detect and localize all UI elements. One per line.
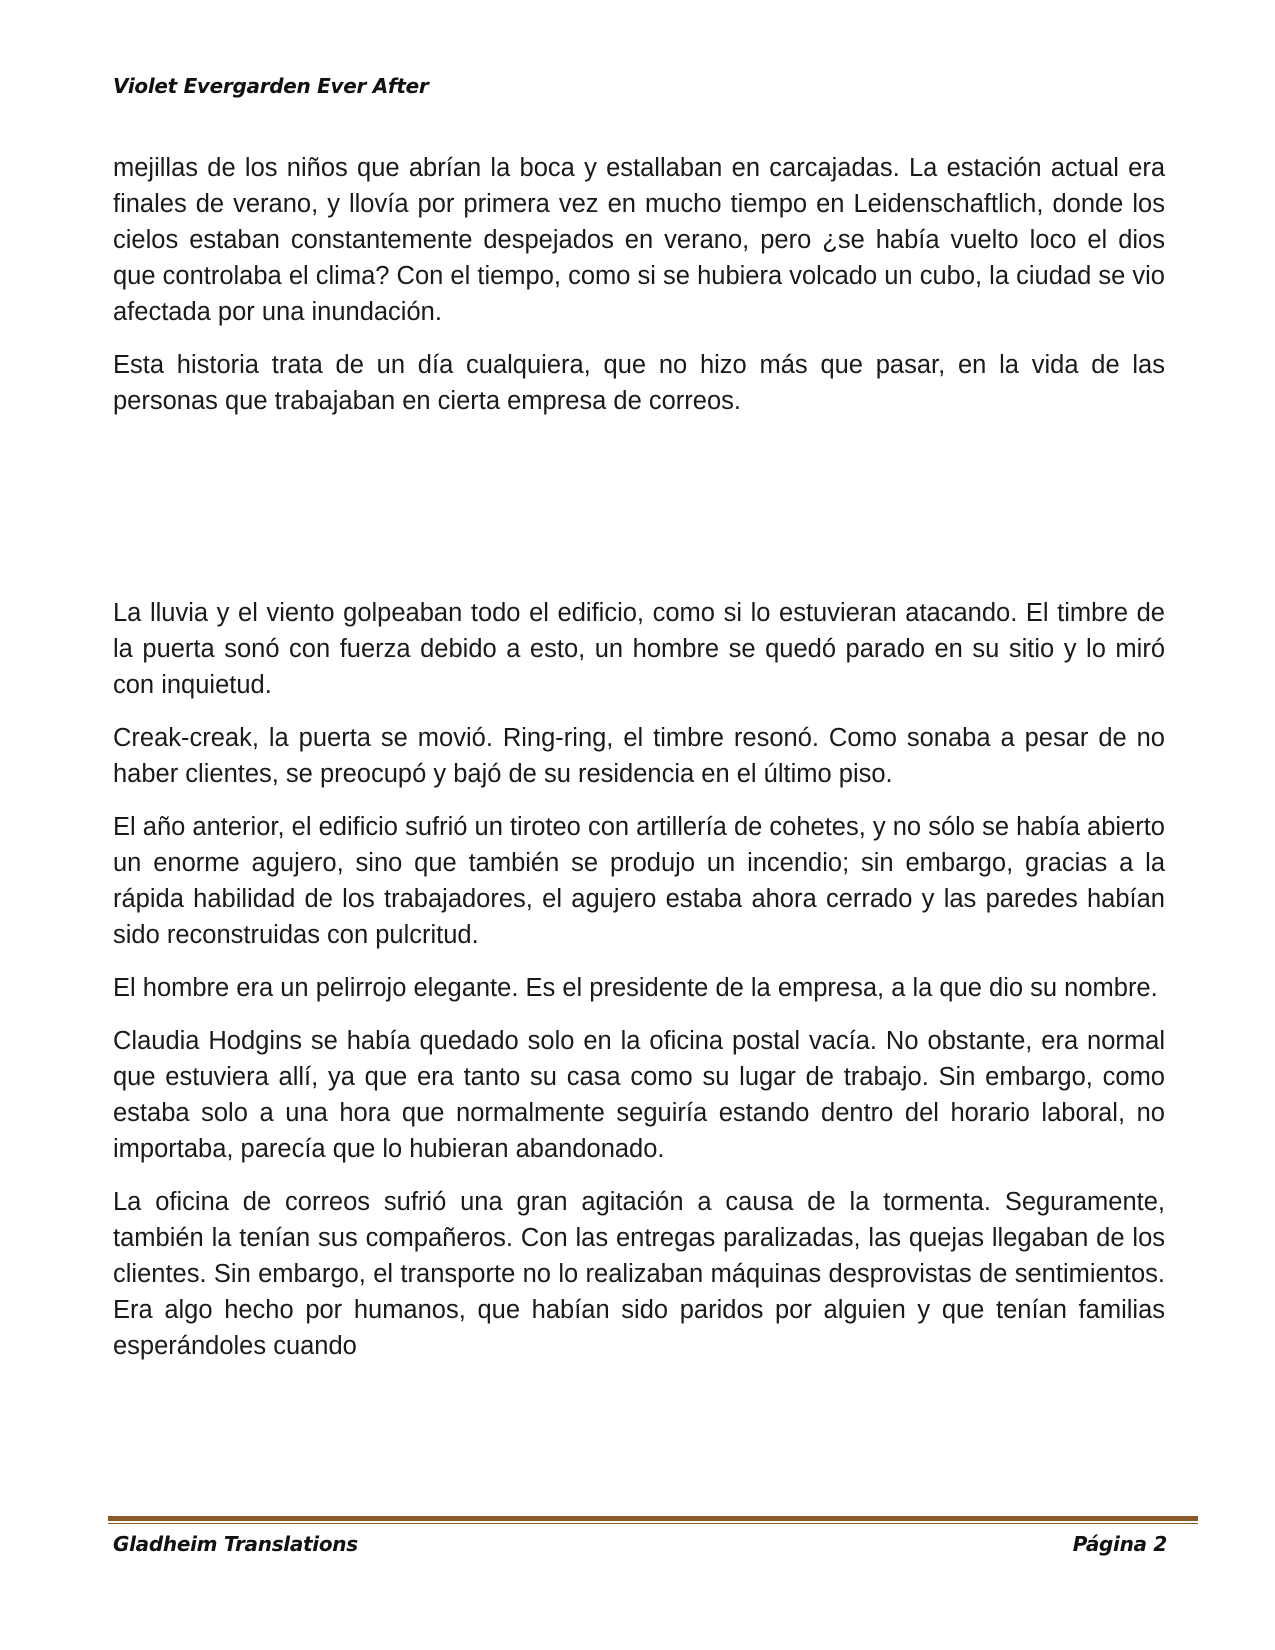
paragraph: Esta historia trata de un día cualquiera, que no hizo más que pasar, en la vida de las personas que trabajaban en cierta empresa de correos. (113, 351, 1165, 415)
footer-divider-thick (108, 1516, 1198, 1521)
footer-credit: Gladheim Translations (113, 1532, 358, 1556)
paragraph: La oficina de correos sufrió una gran agitación a causa de la tormenta. Seguramente, también la tenían sus compañeros. Con las entregas paralizadas, las quejas llegaban de los clientes. Sin embargo, el transporte no lo realizaban máquinas desprovistas de sentimientos. Era algo hecho por humanos, que habían sido paridos por alguien y que tenían familias esperándoles cuando (113, 1188, 1165, 1360)
section-break (113, 436, 1165, 595)
paragraph: La lluvia y el viento golpeaban todo el edificio, como si lo estuvieran atacando. El timbre de la puerta sonó con fuerza debido a esto, un hombre se quedó parado en su sitio y lo miró con inquietud. (113, 599, 1165, 699)
footer-divider-thin (108, 1523, 1198, 1524)
page-header-title: Violet Evergarden Ever After (113, 74, 429, 98)
footer-divider (108, 1516, 1198, 1524)
paragraph: El hombre era un pelirrojo elegante. Es el presidente de la empresa, a la que dio su nombre. (113, 974, 1158, 1002)
paragraph: Claudia Hodgins se había quedado solo en la oficina postal vacía. No obstante, era normal que estuviera allí, ya que era tanto su casa como su lugar de trabajo. Sin embargo, como estaba solo a una hora que normalmente seguiría estando dentro del horario laboral, no importaba, parecía que lo hubieran abandonado. (113, 1027, 1165, 1163)
paragraph: El año anterior, el edificio sufrió un tiroteo con artillería de cohetes, y no sólo se había abierto un enorme agujero, sino que también se produjo un incendio; sin embargo, gracias a la rápida habilidad de los trabajadores, el agujero estaba ahora cerrado y las paredes habían sido reconstruidas con pulcritud. (113, 813, 1165, 949)
page-number: Página 2 (1072, 1532, 1167, 1556)
document-body (113, 150, 1165, 1381)
paragraph: Creak-creak, la puerta se movió. Ring-ring, el timbre resonó. Como sonaba a pesar de no haber clientes, se preocupó y bajó de su residencia en el último piso. (113, 724, 1165, 788)
paragraph: mejillas de los niños que abrían la boca y estallaban en carcajadas. La estación actual era finales de verano, y llovía por primera vez en mucho tiempo en Leidenschaftlich, donde los cielos estaban constantemente despejados en verano, pero ¿se había vuelto loco el dios que controlaba el clima? Con el tiempo, como si se hubiera volcado un cubo, la ciudad se vio afectada por una inundación. (113, 154, 1165, 326)
